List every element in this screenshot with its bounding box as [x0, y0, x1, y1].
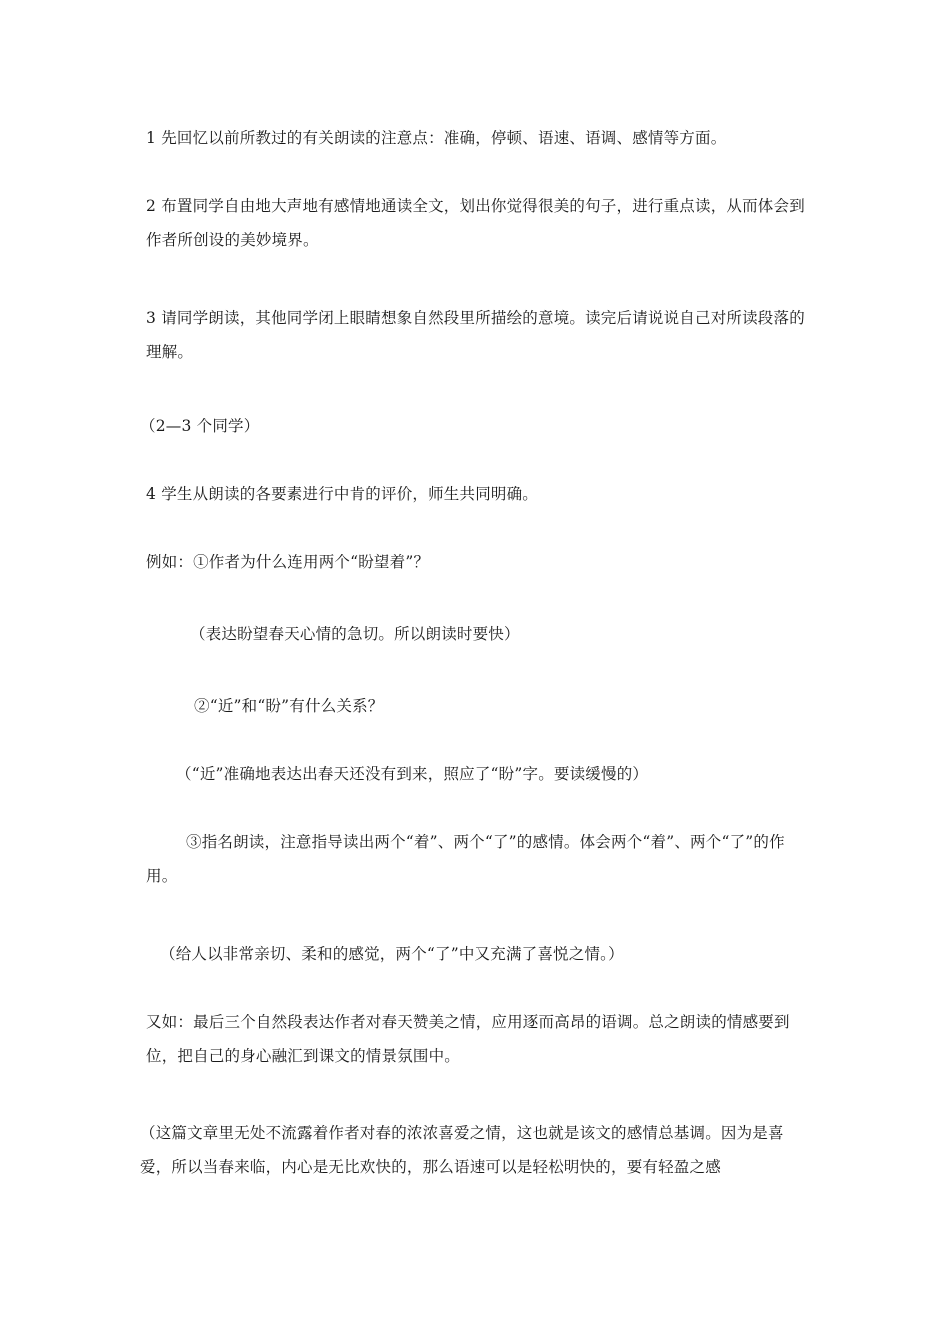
paragraph-summary: （这篇文章里无处不流露着作者对春的浓浓喜爱之情，这也就是该文的感情总基调。因为是喜爱，所以当春来临，内心是无比欢快的，那么语速可以是轻松明快的，要有轻盈之感 [140, 1124, 784, 1176]
paragraph-step-3: 3 请同学朗读，其他同学闭上眼睛想象自然段里所描绘的意境。读完后请说说自己对所读段落的理解。 [146, 309, 805, 361]
paragraph-note-students: （2—3 个同学） [140, 417, 260, 435]
paragraph-step-4: 4 学生从朗读的各要素进行中肯的评价，师生共同明确。 [146, 485, 538, 503]
paragraph-example-2-answer: （“近”准确地表达出春天还没有到来，照应了“盼”字。要读缓慢的） [176, 765, 649, 783]
paragraph-example-2: ②“近”和“盼”有什么关系？ [194, 697, 384, 715]
paragraph-example-1: 例如：①作者为什么连用两个“盼望着”？ [146, 553, 430, 571]
paragraph-step-2: 2 布置同学自由地大声地有感情地通读全文，划出你觉得很美的句子，进行重点读，从而体会到作者所创设的美妙境界。 [146, 197, 805, 249]
paragraph-example-3-answer: （给人以非常亲切、柔和的感觉，两个“了”中又充满了喜悦之情。） [160, 945, 624, 963]
paragraph-example-3: ③指名朗读，注意指导读出两个“着”、两个“了”的感情。体会两个“着”、两个“了”的作用。 [146, 833, 785, 885]
paragraph-step-1: 1 先回忆以前所教过的有关朗读的注意点：准确，停顿、语速、语调、感情等方面。 [146, 129, 727, 147]
paragraph-another-example: 又如：最后三个自然段表达作者对春天赞美之情，应用逐而高昂的语调。总之朗读的情感要到位，把自己的身心融汇到课文的情景氛围中。 [146, 1013, 790, 1065]
paragraph-example-1-answer: （表达盼望春天心情的急切。所以朗读时要快） [190, 625, 520, 643]
